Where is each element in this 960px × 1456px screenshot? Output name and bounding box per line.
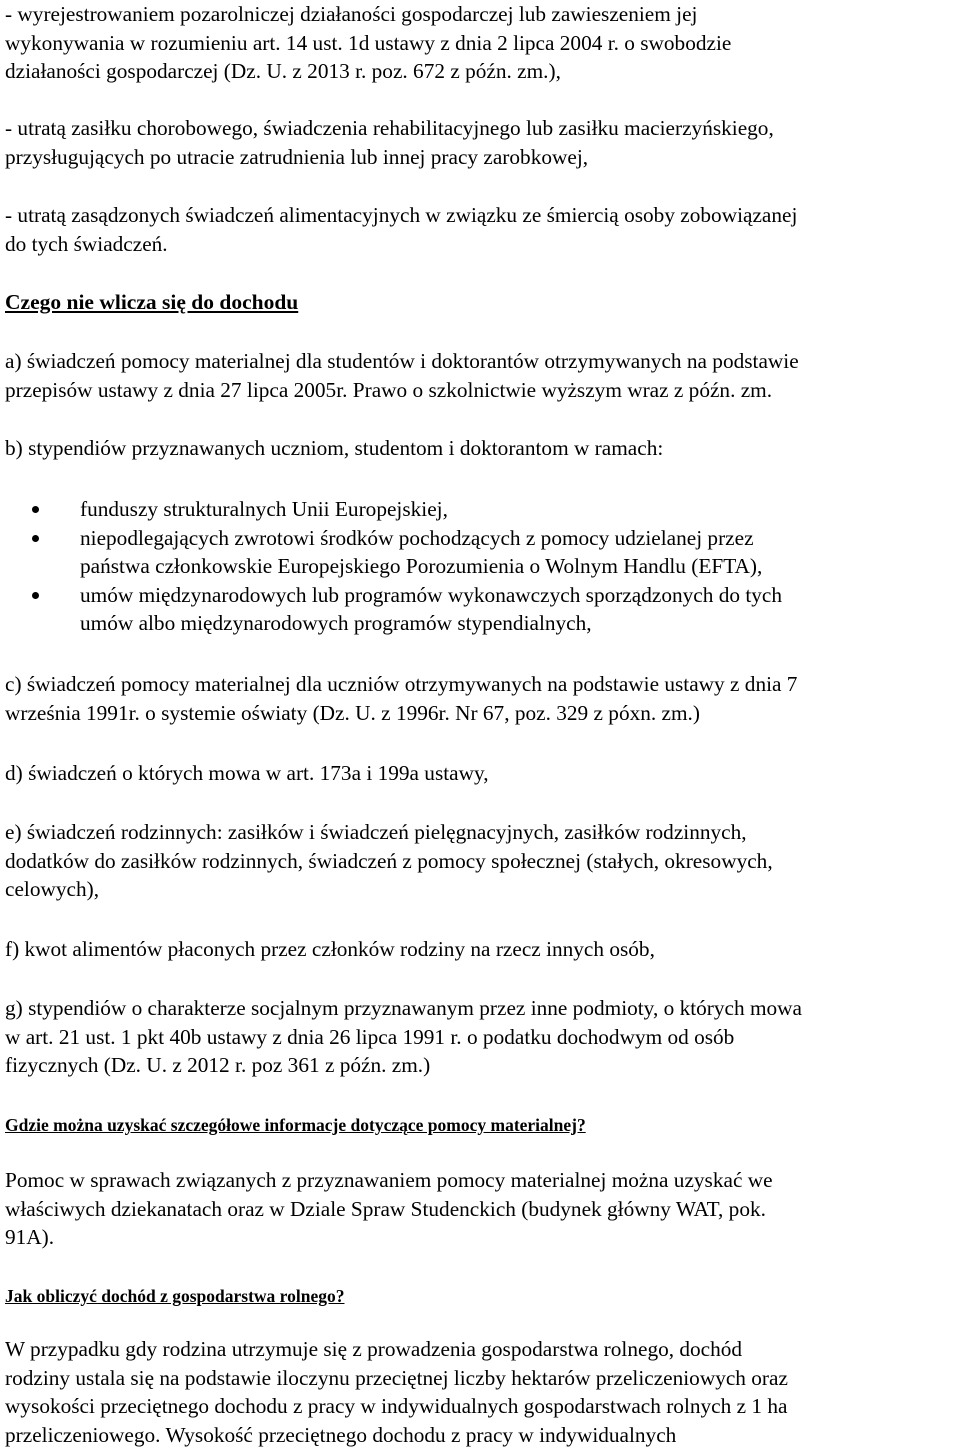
excluded-income-heading: Czego nie wlicza się do dochodu: [5, 290, 299, 314]
text-line: działaności gospodarczej (Dz. U. z 2013 r. poz. 672 z późn. zm.),: [5, 59, 561, 83]
text-line: c) świadczeń pomocy materialnej dla uczniów otrzymywanych na podstawie ustawy z dnia 7: [5, 672, 798, 696]
list-item: [5, 495, 955, 524]
text-line: września 1991r. o systemie oświaty (Dz. U. z 1996r. Nr 67, poz. 329 z póxn. zm.): [5, 700, 700, 725]
text-line: do tych świadczeń.: [5, 231, 168, 256]
list-item: [5, 524, 955, 581]
text-line: b) stypendiów przyznawanych uczniom, studentom i doktorantom w ramach:: [5, 436, 664, 460]
text-line: przepisów ustawy z dnia 27 lipca 2005r. Prawo o szkolnictwie wyższym wraz z późn. zm.: [5, 377, 773, 402]
bullet-icon: [32, 592, 39, 599]
text-line: g) stypendiów o charakterze socjalnym przyznawanym przez inne podmioty, o których mowa: [5, 996, 802, 1020]
text-line: rodziny ustala się na podstawie iloczynu przeciętnej liczby hektarów przeliczeniowych oraz: [5, 1365, 788, 1390]
bullet-icon: [32, 535, 39, 542]
item-e-paragraph: [5, 818, 955, 904]
item-g-paragraph: [5, 994, 955, 1080]
text-line: funduszy strukturalnych Unii Europejskiej,: [80, 497, 448, 521]
text-line: dodatków do zasiłków rodzinnych, świadczeń z pomocy społecznej (stałych, okresowych,: [5, 848, 773, 873]
text-line: umów albo międzynarodowych programów stypendialnych,: [80, 611, 592, 635]
text-line: W przypadku gdy rodzina utrzymuje się z prowadzenia gospodarstwa rolnego, dochód: [5, 1337, 743, 1361]
loss-alimony-paragraph: [5, 201, 955, 258]
loss-sickness-paragraph: [5, 114, 955, 171]
text-line: Pomoc w sprawach związanych z przyznawaniem pomocy materialnej można uzyskać we: [5, 1168, 773, 1192]
list-item: [5, 581, 955, 638]
text-line: w art. 21 ust. 1 pkt 40b ustawy z dnia 26 lipca 1991 r. o podatku dochodwym od osób: [5, 1024, 735, 1049]
text-line: przysługujących po utracie zatrudnienia lub innej pracy zarobkowej,: [5, 144, 589, 169]
item-b-bullet-list: [5, 495, 955, 638]
farm-income-paragraph: [5, 1335, 955, 1449]
text-line: d) świadczeń o których mowa w art. 173a i 199a ustawy,: [5, 761, 489, 785]
intro-paragraph: [5, 0, 955, 86]
text-line: a) świadczeń pomocy materialnej dla studentów i doktorantów otrzymywanych na podstawie: [5, 349, 799, 373]
text-line: właściwych dziekanatach oraz w Dziale Spraw Studenckich (budynek główny WAT, pok.: [5, 1196, 766, 1221]
text-line: celowych),: [5, 877, 100, 901]
text-line: fizycznych (Dz. U. z 2012 r. poz 361 z późn. zm.): [5, 1053, 431, 1077]
info-heading: Gdzie można uzyskać szczegółowe informacje dotyczące pomocy materialnej?: [5, 1115, 586, 1135]
info-paragraph: [5, 1166, 955, 1252]
text-line: przeliczeniowego. Wysokość przeciętnego dochodu z pracy w indywidualnych: [5, 1422, 677, 1447]
text-line: - utratą zasądzonych świadczeń alimentacyjnych w związku ze śmiercią osoby zobowiązanej: [5, 203, 798, 227]
item-f-paragraph: [5, 935, 955, 964]
text-line: umów międzynarodowych lub programów wykonawczych sporządzonych do tych: [80, 582, 783, 607]
text-line: wykonywania w rozumieniu art. 14 ust. 1d ustawy z dnia 2 lipca 2004 r. o swobodzie: [5, 30, 732, 55]
text-line: niepodlegających zwrotowi środków pochodzących z pomocy udzielanej przez: [80, 525, 754, 550]
text-line: - utratą zasiłku chorobowego, świadczenia rehabilitacyjnego lub zasiłku macierzyńskiego,: [5, 116, 774, 140]
text-line: państwa członkowskie Europejskiego Porozumienia o Wolnym Handlu (EFTA),: [80, 554, 763, 578]
farm-income-heading: Jak obliczyć dochód z gospodarstwa rolnego?: [5, 1286, 345, 1306]
item-c-paragraph: [5, 670, 955, 727]
item-a-paragraph: [5, 347, 955, 404]
text-line: f) kwot alimentów płaconych przez członków rodziny na rzecz innych osób,: [5, 937, 655, 961]
text-line: - wyrejestrowaniem pozarolniczej działaności gospodarczej lub zawieszeniem jej: [5, 2, 698, 26]
text-line: 91A).: [5, 1225, 55, 1249]
bullet-icon: [32, 506, 39, 513]
text-line: wysokości przeciętnego dochodu z pracy w indywidualnych gospodarstwach rolnych z 1 ha: [5, 1394, 788, 1418]
text-line: e) świadczeń rodzinnych: zasiłków i świadczeń pielęgnacyjnych, zasiłków rodzinnych,: [5, 820, 747, 844]
item-d-paragraph: [5, 759, 955, 788]
item-b-intro: [5, 434, 955, 463]
